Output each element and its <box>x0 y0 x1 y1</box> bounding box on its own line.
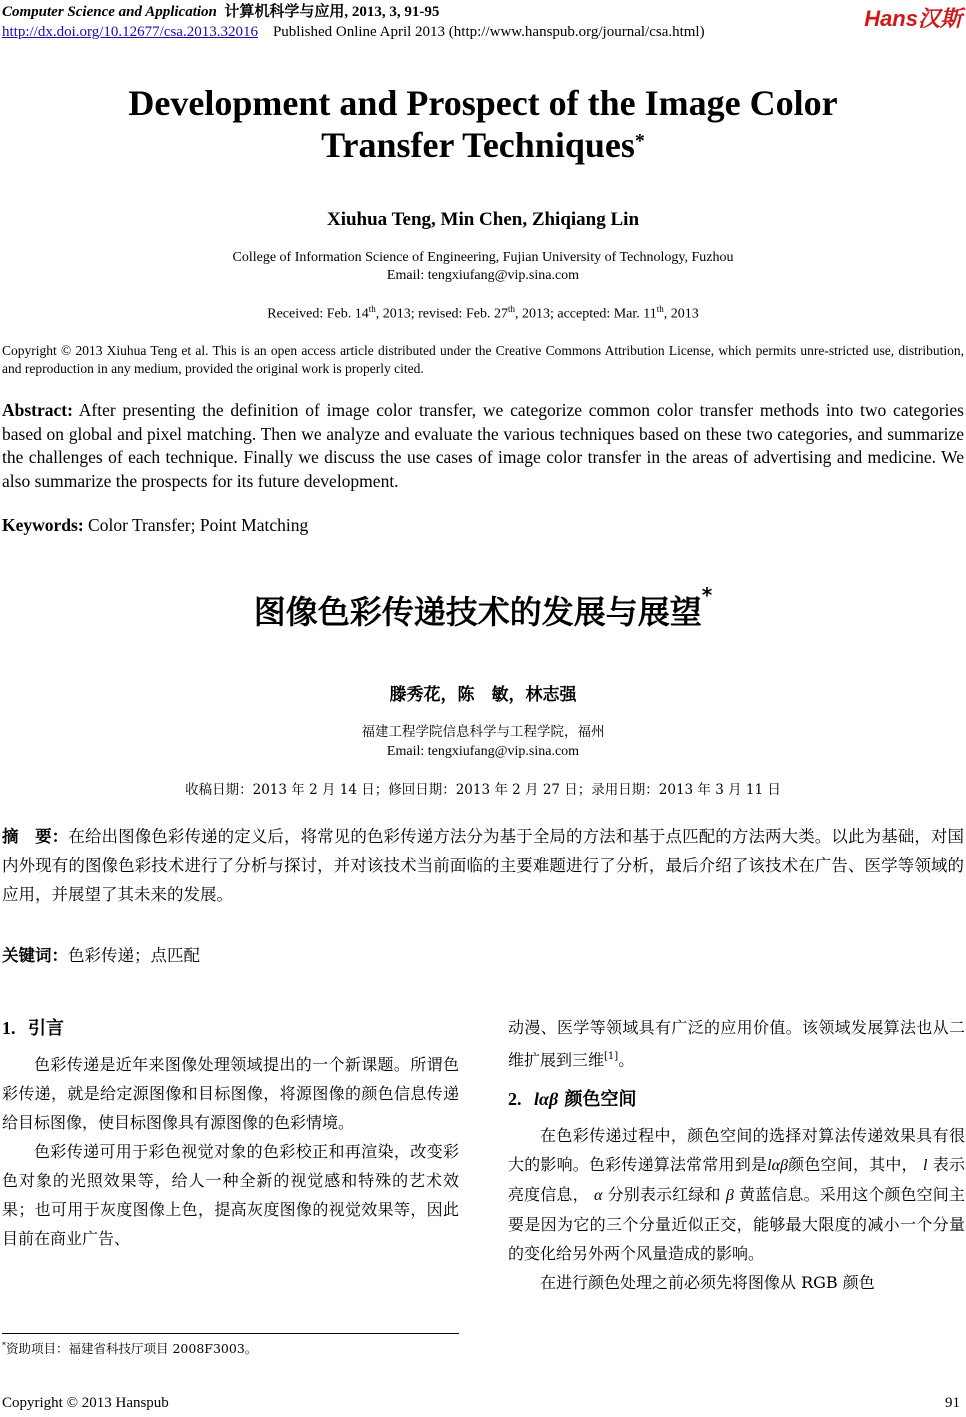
title-zh <box>0 583 966 633</box>
section-2-para-1-d: 分别表示红绿和 <box>607 1185 721 1205</box>
affiliation-zh-block <box>0 722 966 762</box>
accepted-date: , 2013; accepted: Mar. 11 <box>514 306 657 322</box>
keywords-en <box>2 515 308 536</box>
beta-symbol: β <box>725 1187 734 1205</box>
title-en-line2-wrap <box>0 124 966 166</box>
keywords-text: Color Transfer; Point Matching <box>88 515 309 535</box>
title-zh-mark: * <box>701 583 713 607</box>
column-left <box>2 1013 459 1253</box>
footnote-text: 资助项目：福建省科技厅项目 2008F3003。 <box>6 1341 258 1356</box>
abstract-en <box>2 399 964 493</box>
column-right <box>508 1013 965 1297</box>
footer-copyright: Copyright © 2013 Hanspub <box>2 1395 169 1411</box>
title-en-line1: Development and Prospect of the Image Color <box>128 83 838 123</box>
section-2-title: 颜色空间 <box>564 1089 637 1111</box>
revised-date: , 2013; revised: Feb. 27 <box>375 306 508 322</box>
dates-year: , 2013 <box>663 306 699 322</box>
citation-1[interactable]: [1] <box>604 1051 619 1062</box>
affiliation-en: College of Information Science of Engineering, Fujian University of Technology, Fuzhou <box>232 250 734 265</box>
affiliation-en-block <box>0 249 966 285</box>
keywords-label: Keywords: <box>2 515 84 535</box>
published-info: Published Online April 2013 (http://www.hanspub.org/journal/csa.html) <box>272 24 705 40</box>
ordinal-sup: th <box>368 304 376 314</box>
section-2-para-2: 在进行颜色处理之前必须先将图像从 RGB 颜色 <box>540 1273 875 1293</box>
doi-line <box>2 22 705 42</box>
footnote-rule <box>2 1333 459 1334</box>
dates-zh: 收稿日期：2013 年 2 月 14 日；修回日期：2013 年 2 月 27 日；录用日期：2013 年 3 月 11 日 <box>185 782 781 798</box>
keywords-zh-text: 色彩传递；点匹配 <box>68 946 200 965</box>
section-1-para-3-end: 。 <box>618 1050 635 1070</box>
section-1-para-3-text: 动漫、医学等领域具有广泛的应用价值。该领域发展算法也从二维扩展到三维 <box>508 1018 965 1070</box>
copyright-notice: Copyright © 2013 Xiuhua Teng et al. This is an open access article distributed under the Creative Commons Attribution License, which permits unre-stricted use, distribution, and reproduction in any medium, provided the original work is properly cited. <box>2 343 964 376</box>
authors-en: Xiuhua Teng, Min Chen, Zhiqiang Lin <box>326 209 640 230</box>
section-1-para-3 <box>508 1013 965 1074</box>
ordinal-sup: th <box>656 304 664 314</box>
abstract-text: After presenting the definition of image color transfer, we categorize common color transfer methods into two categories based on global and pixel matching. Then we analyze and evaluate the various techniques based on these two categories, and summarize the challenges of each technique. Finally we discuss the use cases of image color transfer in the areas of advertising and medicine. We also summarize the prospects for its future development. <box>2 400 964 491</box>
title-footnote-mark: * <box>634 130 645 152</box>
section-2-para-1-b: 颜色空间，其中， <box>787 1155 918 1175</box>
section-2-para-1 <box>508 1121 965 1268</box>
lab-symbol: lαβ <box>767 1157 788 1175</box>
abstract-zh-label: 摘 要： <box>2 827 69 846</box>
section-1-heading <box>2 1013 459 1044</box>
section-2-para-1-c: 表示亮度信息， <box>508 1155 965 1205</box>
section-1-para-2: 色彩传递可用于彩色视觉对象的色彩校正和再渲染，改变彩色对象的光照效果等，给人一种全新的视觉感和特殊的艺术效果；也可用于灰度图像上色，提高灰度图像的视觉效果等，因此目前在商业广告、 <box>2 1142 459 1248</box>
page-number: 91 <box>945 1395 960 1411</box>
authors-zh: 滕秀花，陈 敏，林志强 <box>389 685 577 705</box>
title-en-line2: Transfer Techniques <box>321 125 635 165</box>
abstract-zh-text: 在给出图像色彩传递的定义后，将常见的色彩传递方法分为基于全局的方法和基于点匹配的方法两大类。以此为基础，对国内外现有的图像色彩技术进行了分析与探讨，并对该技术当前面临的主要难题进行了分析，最后介绍了该技术在广告、医学等领域的应用，并展望了其未来的发展。 <box>2 827 965 904</box>
section-1-num: 1. <box>2 1018 16 1038</box>
journal-line <box>2 2 705 22</box>
keywords-zh <box>2 942 200 966</box>
footnote <box>2 1339 257 1357</box>
journal-zh: 计算机科学与应用, 2013, 3, 91-95 <box>224 4 440 20</box>
hans-logo: Hans汉斯 <box>864 6 962 31</box>
received-date: Received: Feb. 14 <box>267 306 369 322</box>
section-2-num: 2. <box>508 1089 522 1110</box>
doi-link[interactable]: http://dx.doi.org/10.12677/csa.2013.32016 <box>2 24 258 40</box>
abstract-label: Abstract: <box>2 400 73 420</box>
keywords-zh-label: 关键词： <box>2 946 68 965</box>
title-zh-text: 图像色彩传递技术的发展与展望 <box>253 593 702 631</box>
section-2-greek: lαβ <box>534 1089 559 1110</box>
email-en: Email: tengxiufang@vip.sina.com <box>386 268 580 283</box>
title-en <box>0 82 966 166</box>
section-2-para-1-e: 黄蓝信息。采用这个颜色空间主要是因为它的三个分量近似正交，能够最大限度的减小一个分量的变化给另外两个风量造成的影响。 <box>508 1185 965 1264</box>
section-1-para-1: 色彩传递是近年来图像处理领域提出的一个新课题。所谓色彩传递，就是给定源图像和目标图像，将源图像的颜色信息传递给目标图像，使目标图像具有源图像的色彩情境。 <box>2 1055 459 1132</box>
footnote-mark: * <box>2 1340 6 1350</box>
section-2-para-1-a: 在色彩传递过程中，颜色空间的选择对算法传递效果具有很大的影响。色彩传递算法常常用到是 <box>508 1126 965 1175</box>
dates-en <box>0 304 966 323</box>
alpha-symbol: α <box>593 1187 603 1205</box>
email-zh: Email: tengxiufang@vip.sina.com <box>386 744 580 759</box>
section-1-title: 引言 <box>28 1018 65 1039</box>
abstract-zh <box>2 822 964 909</box>
affiliation-zh: 福建工程学院信息科学与工程学院，福州 <box>361 724 605 740</box>
ordinal-sup: th <box>507 304 515 314</box>
section-2-heading <box>508 1084 965 1115</box>
page-header <box>2 2 705 42</box>
journal-name: Computer Science and Application <box>2 4 217 20</box>
l-symbol: l <box>923 1157 928 1175</box>
